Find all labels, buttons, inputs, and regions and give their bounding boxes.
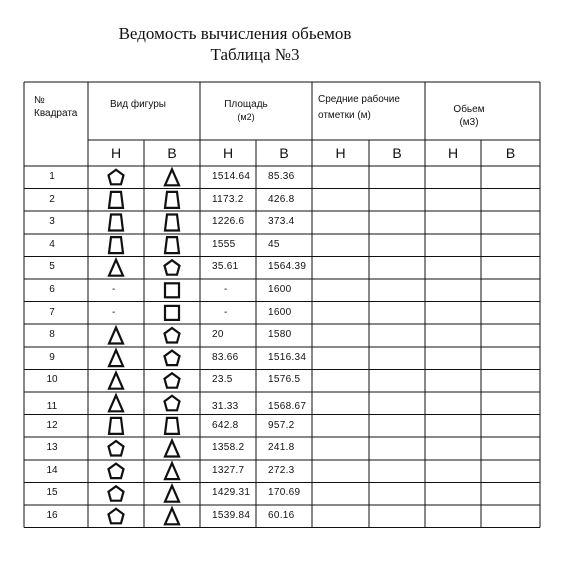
area-h-value: 31.33 (212, 401, 239, 412)
figure-b-triangle-icon (165, 486, 179, 502)
area-b-value: 1580 (268, 329, 292, 341)
area-h-value: 1226.6 (212, 216, 245, 228)
header-area-line2: (м2) (237, 112, 255, 122)
figure-b-pentagon-icon (165, 328, 180, 343)
area-b-value: 1564.39 (268, 261, 307, 273)
row-number: 5 (49, 261, 55, 273)
figure-h-pentagon-icon (109, 170, 124, 185)
header-avg-marks-line1: Средние рабочие (318, 94, 400, 105)
subheader-h: Н (447, 145, 459, 161)
row-number: 9 (49, 351, 55, 363)
area-b-value: 1600 (268, 284, 292, 295)
figure-h-trapezoid-icon (109, 237, 123, 253)
area-h-value: - (224, 306, 228, 318)
figure-b-triangle-icon (165, 441, 179, 457)
header-square-no-line1: № (34, 95, 45, 106)
figure-h-triangle-icon (109, 395, 123, 411)
subheader-b: В (392, 145, 402, 161)
area-b-value: 85.36 (268, 171, 295, 182)
figure-b-pentagon-icon (165, 351, 180, 366)
figure-b-trapezoid-icon (165, 237, 179, 253)
area-h-value: - (224, 284, 228, 295)
figure-b-trapezoid-icon (165, 192, 179, 208)
area-b-value: 241.8 (268, 442, 295, 454)
figure-h-trapezoid-icon (109, 418, 123, 434)
figure-h-triangle-icon (109, 373, 123, 389)
row-number: 2 (49, 193, 55, 205)
header-avg-marks-line2: отметки (м) (318, 110, 371, 121)
row-number: 16 (46, 510, 58, 521)
figure-h-pentagon-icon (109, 464, 124, 479)
area-h-value: 1358.2 (212, 442, 245, 454)
document-title: Ведомость вычисления обьемов (118, 24, 352, 43)
area-b-value: 373.4 (268, 216, 295, 228)
header-avg-marks (318, 93, 400, 122)
subheader-h: Н (222, 145, 234, 161)
subheader-b: В (505, 145, 516, 161)
area-b-value: 45 (268, 238, 280, 250)
area-b-value: 1576.5 (268, 374, 301, 386)
header-volume (444, 103, 494, 129)
header-square-no-line2: Квадрата (34, 108, 78, 119)
area-b-value: 1600 (268, 306, 292, 318)
row-number: 12 (46, 419, 58, 431)
subheader-b: В (167, 145, 177, 161)
header-square-no (34, 94, 77, 120)
table-subtitle: Таблица №3 (210, 45, 300, 64)
row-number: 7 (49, 306, 55, 318)
header-area (222, 98, 270, 124)
figure-b-pentagon-icon (165, 396, 180, 411)
area-b-value: 60.16 (268, 510, 295, 521)
area-h-value: 1514.64 (212, 171, 251, 182)
figure-h-trapezoid-icon (109, 215, 123, 231)
area-h-value: 1539.84 (212, 510, 251, 521)
area-b-value: 957.2 (268, 419, 295, 431)
header-volume-line2: (м3) (459, 117, 479, 128)
subheader-h: Н (110, 145, 122, 161)
figure-h-triangle-icon (109, 350, 123, 366)
figure-h-pentagon-icon (109, 486, 124, 501)
area-h-value: 1429.31 (212, 487, 251, 499)
figure-h-dash: - (112, 284, 116, 295)
area-b-value: 1568.67 (268, 401, 307, 412)
row-number: 4 (49, 238, 55, 250)
figure-b-triangle-icon (165, 463, 179, 479)
subheader-b: В (279, 145, 289, 161)
figure-h-dash: - (112, 306, 116, 318)
figure-b-trapezoid-icon (165, 418, 179, 434)
subheader-h: Н (335, 145, 346, 161)
area-b-value: 170.69 (268, 487, 301, 499)
figure-h-trapezoid-icon (109, 192, 123, 208)
area-b-value: 1516.34 (268, 351, 307, 363)
row-number: 6 (49, 284, 55, 295)
area-h-value: 83.66 (212, 351, 239, 363)
figure-h-pentagon-icon (109, 509, 124, 524)
figure-h-triangle-icon (109, 328, 123, 344)
row-number: 8 (49, 329, 55, 341)
row-number: 3 (49, 216, 55, 228)
area-h-value: 35.61 (212, 261, 239, 273)
figure-b-trapezoid-icon (165, 215, 179, 231)
figure-h-triangle-icon (109, 260, 123, 276)
figure-b-triangle-icon (165, 508, 179, 524)
area-h-value: 642.8 (212, 419, 239, 431)
area-b-value: 426.8 (268, 193, 295, 205)
figure-b-pentagon-icon (165, 260, 180, 275)
figure-b-square-icon (165, 306, 179, 320)
figure-b-pentagon-icon (165, 373, 180, 388)
figure-b-triangle-icon (165, 169, 179, 185)
header-volume-line1: Обьем (453, 104, 485, 115)
row-number: 10 (46, 374, 58, 386)
figure-h-pentagon-icon (109, 441, 124, 456)
area-h-value: 1173.2 (212, 193, 244, 205)
figure-b-square-icon (165, 283, 179, 297)
row-number: 13 (46, 442, 58, 454)
area-h-value: 1327.7 (212, 464, 245, 476)
row-number: 14 (46, 464, 58, 476)
row-number: 1 (49, 171, 55, 182)
area-h-value: 1555 (212, 238, 236, 250)
header-figure-type: Вид фигуры (110, 99, 166, 110)
area-b-value: 272.3 (268, 464, 295, 476)
header-area-line1: Площадь (224, 99, 268, 110)
row-number: 11 (46, 401, 58, 412)
area-h-value: 23.5 (212, 374, 233, 386)
area-h-value: 20 (212, 329, 224, 341)
row-number: 15 (46, 487, 58, 499)
